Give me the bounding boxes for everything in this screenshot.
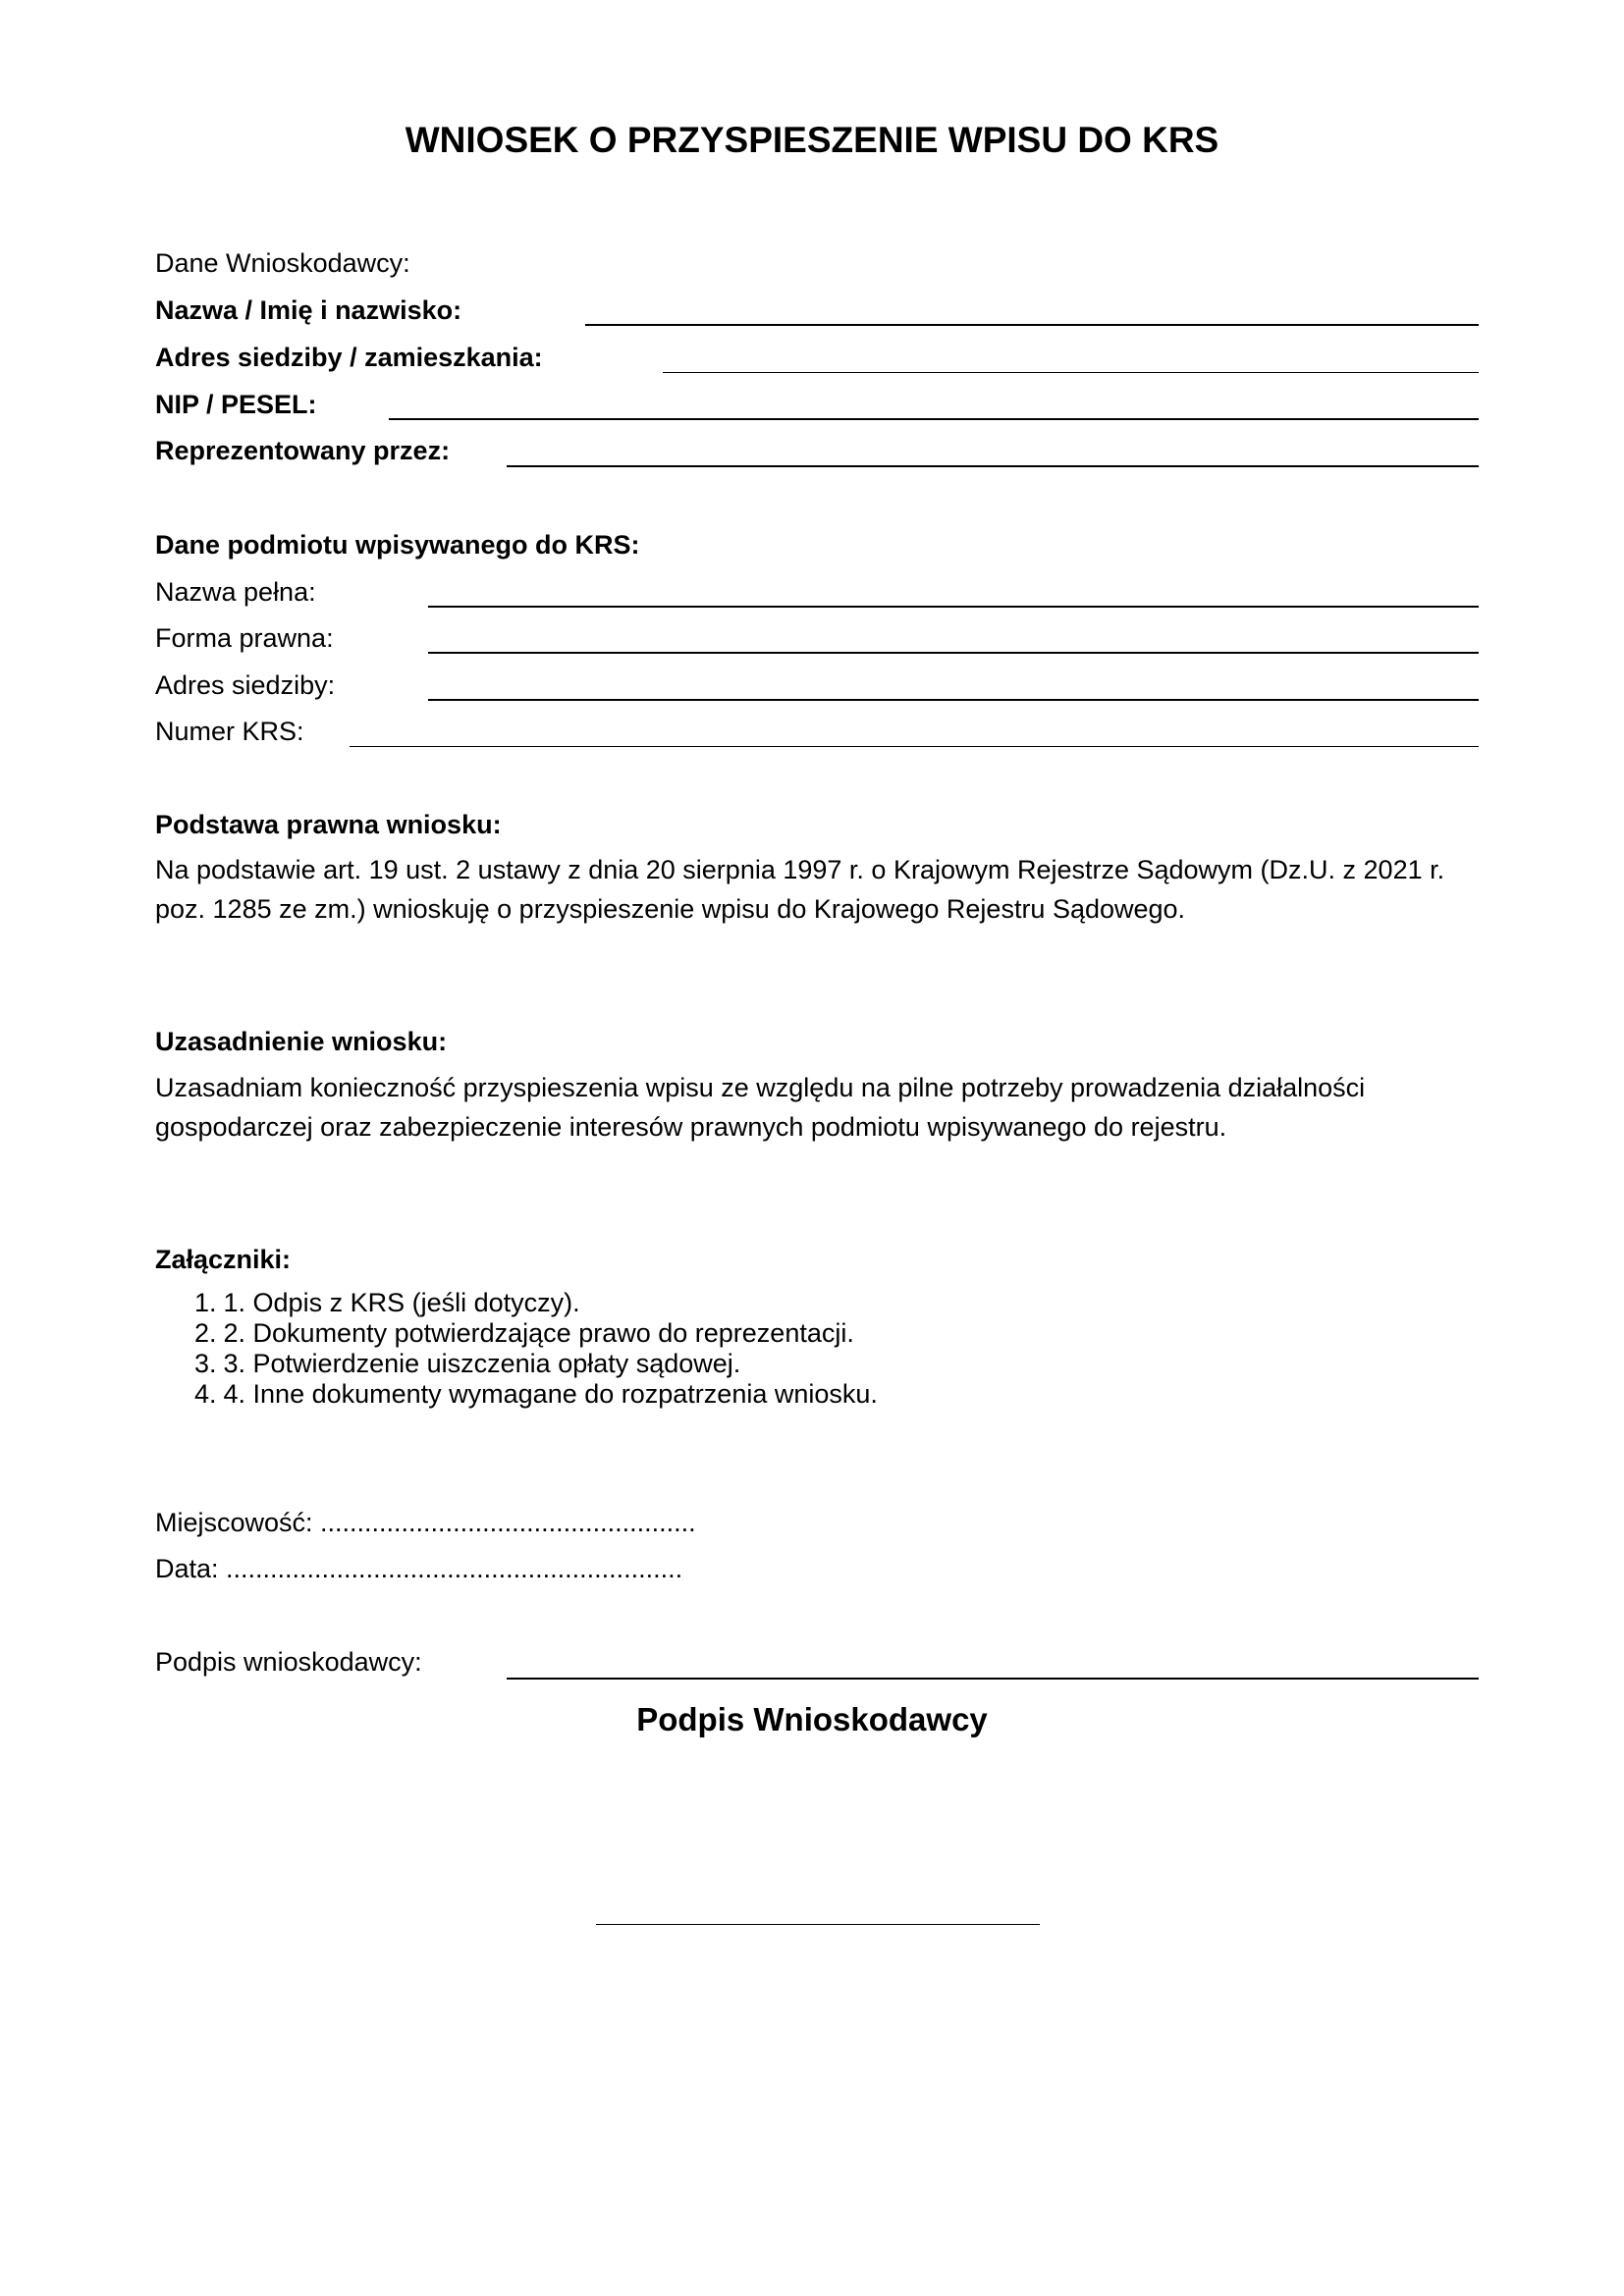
signature-label: Podpis wnioskodawcy: [155, 1647, 422, 1677]
entity-address-label: Adres siedziby: [155, 670, 336, 700]
legal-basis-heading: Podstawa prawna wniosku: [155, 810, 502, 839]
entity-legal-form-field[interactable] [428, 652, 1479, 654]
place-field[interactable]: Miejscowość: ................................................... [155, 1508, 696, 1537]
attachment-item: 2. 2. Dokumenty potwierdzające prawo do reprezentacji. [194, 1318, 854, 1348]
entity-krs-field[interactable] [350, 746, 1479, 747]
attachment-item: 4. 4. Inne dokumenty wymagane do rozpatrzenia wniosku. [194, 1379, 878, 1409]
entity-address-field[interactable] [428, 699, 1479, 701]
entity-heading: Dane podmiotu wpisywanego do KRS: [155, 530, 640, 560]
applicant-nip-field[interactable] [389, 418, 1479, 420]
attachment-item: 1. 1. Odpis z KRS (jeśli dotyczy). [194, 1288, 580, 1317]
applicant-name-label: Nazwa / Imię i nazwisko: [155, 295, 462, 325]
attachment-item: 3. 3. Potwierdzenie uiszczenia opłaty sądowej. [194, 1349, 741, 1378]
applicant-represented-field[interactable] [507, 465, 1479, 467]
signature-underline [596, 1924, 1040, 1925]
justification-text: Uzasadniam konieczność przyspieszenia wpisu ze względu na pilne potrzeby prowadzenia działalności gospodarczej oraz zabezpieczenie interesów prawnych podmiotu wpisywanego do rejestru. [155, 1073, 1366, 1142]
justification-heading: Uzasadnienie wniosku: [155, 1027, 448, 1056]
applicant-address-label: Adres siedziby / zamieszkania: [155, 343, 543, 372]
signature-field[interactable] [507, 1678, 1479, 1680]
attachments-list [155, 1288, 878, 1410]
entity-legal-form-label: Forma prawna: [155, 623, 334, 653]
applicant-address-field[interactable] [663, 372, 1479, 373]
attachments-heading: Załączniki: [155, 1245, 292, 1274]
applicant-heading: Dane Wnioskodawcy: [155, 248, 410, 278]
applicant-nip-label: NIP / PESEL: [155, 390, 317, 419]
entity-full-name-label: Nazwa pełna: [155, 577, 316, 607]
entity-krs-label: Numer KRS: [155, 717, 304, 746]
applicant-name-field[interactable] [585, 324, 1479, 326]
entity-full-name-field[interactable] [428, 606, 1479, 608]
document-title: WNIOSEK O PRZYSPIESZENIE WPISU DO KRS [405, 120, 1219, 160]
date-field[interactable]: Data: .............................................................. [155, 1554, 683, 1583]
signature-caption: Podpis Wnioskodawcy [636, 1701, 988, 1737]
legal-basis-text: Na podstawie art. 19 ust. 2 ustawy z dnia 20 sierpnia 1997 r. o Krajowym Rejestrze Sądowym (Dz.U. z 2021 r. poz. 1285 ze zm.) wnioskuję o przyspieszenie wpisu do Krajowego Rejestru Sądowego. [155, 855, 1445, 924]
applicant-represented-label: Reprezentowany przez: [155, 436, 451, 465]
